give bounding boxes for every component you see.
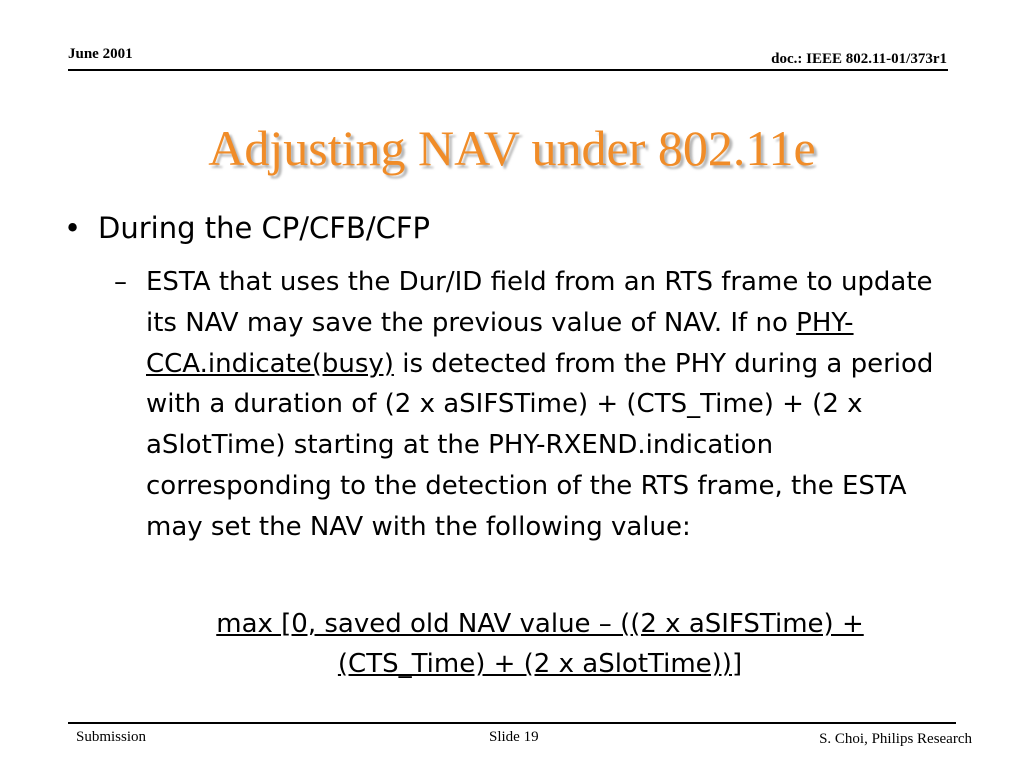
header-doc-id: doc.: IEEE 802.11-01/373r1 [771, 51, 947, 67]
phy-cca-term: PHY-CCA.indicate(busy) [146, 307, 854, 379]
sub-bullet-text-part2: is detected from the PHY during a period with a duration of (2 x aSIFSTime) + (CTS_Time) + (2 x aSlotTime) starting at the PHY-RXEND.indication corresponding to the detection of the RTS frame, the ESTA may set the NAV with the following value: [146, 348, 934, 542]
footer-slide-number: Slide 19 [489, 729, 539, 745]
header-divider [68, 69, 948, 71]
footer-divider [68, 722, 956, 724]
bullet-text: During the CP/CFB/CFP [98, 211, 431, 245]
slide-title: Adjusting NAV under 802.11e [208, 120, 816, 176]
header-date: June 2001 [68, 46, 133, 62]
sub-bullet-text [146, 262, 966, 548]
sub-bullet-text-part1: ESTA that uses the Dur/ID field from an RTS frame to update its NAV may save the previous value of NAV. If no [146, 267, 933, 338]
nav-formula: max [0, saved old NAV value – ((2 x aSIFSTime) + (CTS_Time) + (2 x aSlotTime))] [216, 609, 864, 679]
footer-submission: Submission [76, 729, 147, 745]
sub-bullet-dash-icon: – [114, 267, 127, 297]
bullet-item [64, 207, 430, 249]
footer-author: S. Choi, Philips Research [819, 731, 972, 747]
bullet-dot-icon: • [64, 211, 82, 245]
